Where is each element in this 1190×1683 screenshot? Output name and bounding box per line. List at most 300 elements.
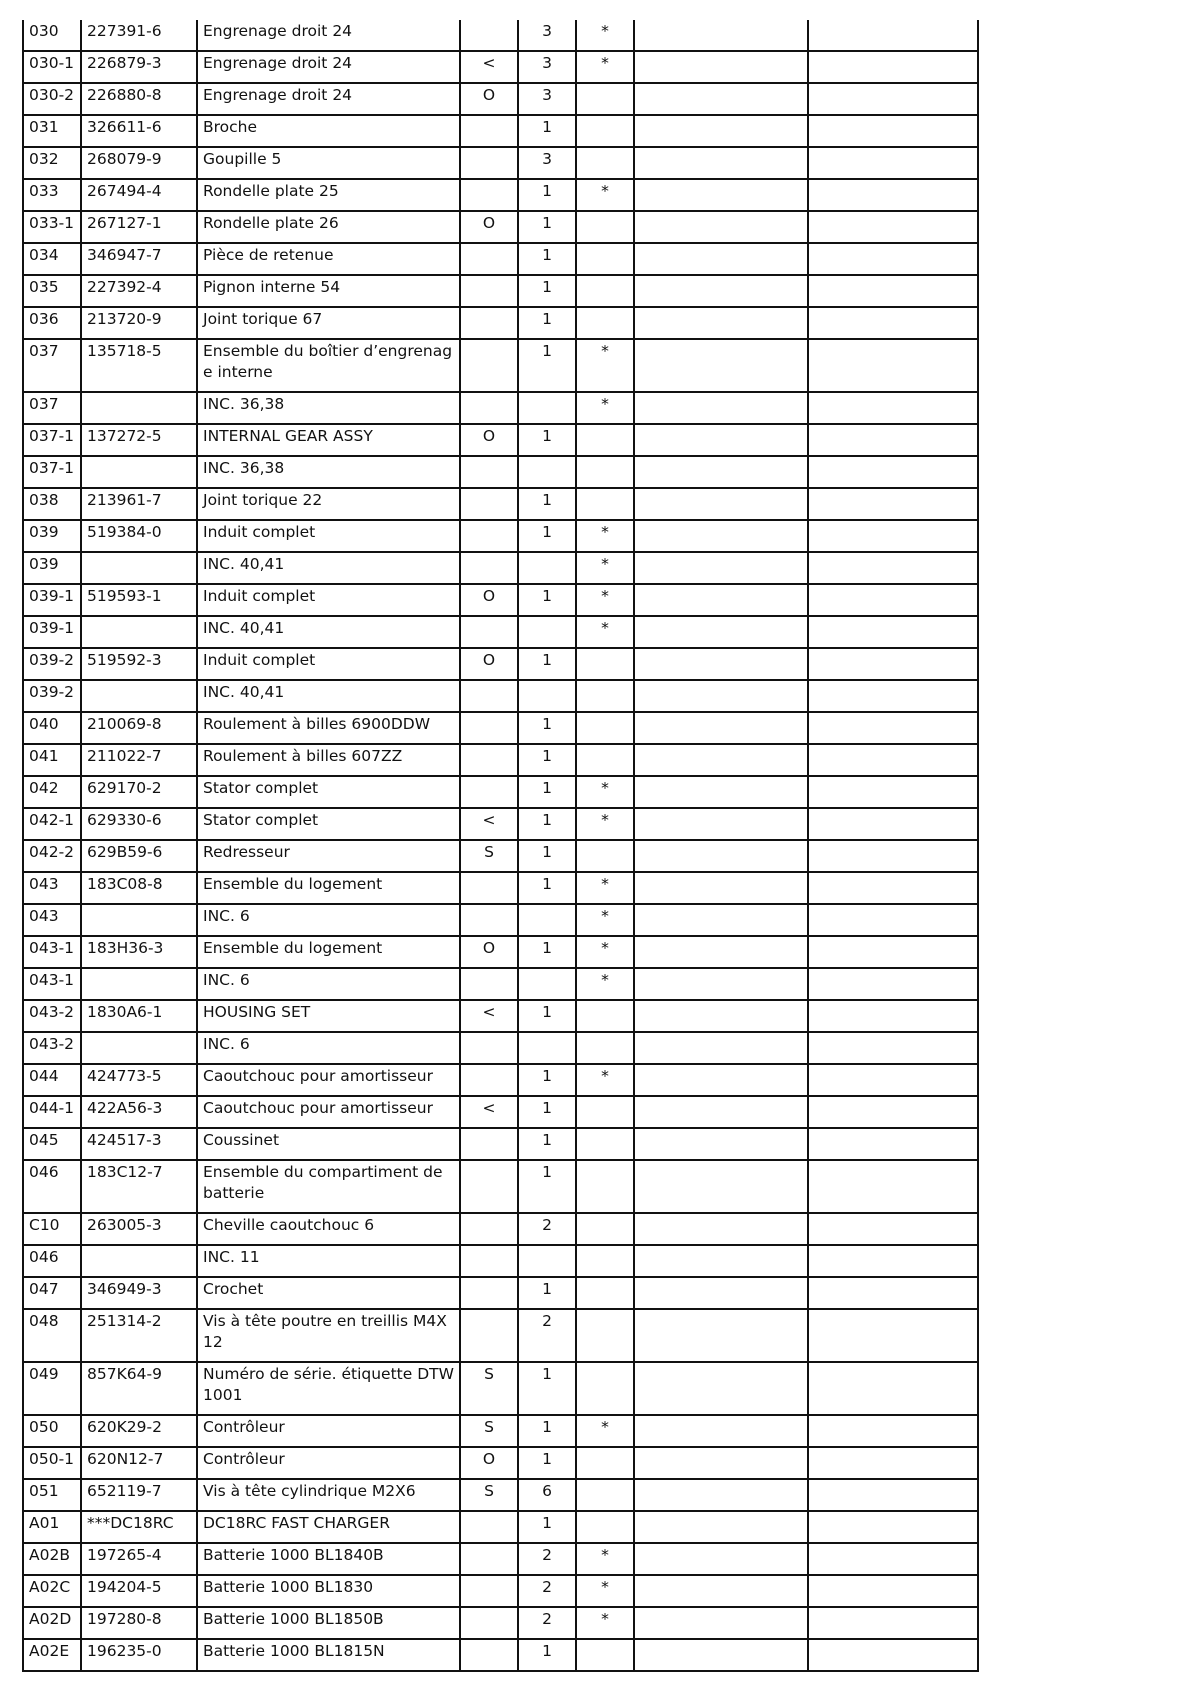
table-row	[23, 776, 978, 808]
flag-cell: *	[576, 179, 634, 211]
empty-cell	[634, 616, 808, 648]
description-cell: Vis à tête cylindrique M2X6	[197, 1479, 460, 1511]
empty-cell	[808, 584, 978, 616]
quantity-cell: 1	[518, 488, 576, 520]
parts-list-page	[22, 20, 977, 1672]
ref-number-cell: 037	[23, 339, 81, 392]
description-cell: Induit complet	[197, 520, 460, 552]
quantity-cell: 1	[518, 744, 576, 776]
quantity-cell: 6	[518, 1479, 576, 1511]
part-number-cell: 197265-4	[81, 1543, 197, 1575]
description-cell: Ensemble du boîtier d’engrenage interne	[197, 339, 460, 392]
part-number-cell: 629330-6	[81, 808, 197, 840]
quantity-cell: 1	[518, 307, 576, 339]
empty-cell	[808, 1362, 978, 1415]
description-cell: Goupille 5	[197, 147, 460, 179]
note-mark-cell	[460, 1213, 518, 1245]
table-row	[23, 211, 978, 243]
description-cell: Contrôleur	[197, 1447, 460, 1479]
ref-number-cell: 037-1	[23, 456, 81, 488]
empty-cell	[808, 243, 978, 275]
flag-cell	[576, 1362, 634, 1415]
empty-cell	[808, 1213, 978, 1245]
part-number-cell: 135718-5	[81, 339, 197, 392]
table-row	[23, 648, 978, 680]
empty-cell	[634, 872, 808, 904]
parts-table-body	[23, 20, 978, 1671]
description-cell: Engrenage droit 24	[197, 20, 460, 51]
ref-number-cell: 043	[23, 872, 81, 904]
part-number-cell: 226880-8	[81, 83, 197, 115]
empty-cell	[634, 20, 808, 51]
ref-number-cell: 039-2	[23, 680, 81, 712]
quantity-cell: 3	[518, 83, 576, 115]
empty-cell	[808, 1543, 978, 1575]
empty-cell	[808, 1607, 978, 1639]
ref-number-cell: 041	[23, 744, 81, 776]
description-cell: Batterie 1000 BL1850B	[197, 1607, 460, 1639]
quantity-cell: 3	[518, 51, 576, 83]
quantity-cell: 1	[518, 648, 576, 680]
table-row	[23, 456, 978, 488]
flag-cell	[576, 840, 634, 872]
description-cell: Numéro de série. étiquette DTW1001	[197, 1362, 460, 1415]
note-mark-cell: O	[460, 424, 518, 456]
ref-number-cell: 036	[23, 307, 81, 339]
description-cell: INC. 36,38	[197, 392, 460, 424]
flag-cell: *	[576, 872, 634, 904]
table-row	[23, 968, 978, 1000]
empty-cell	[808, 776, 978, 808]
ref-number-cell: 033-1	[23, 211, 81, 243]
quantity-cell: 1	[518, 1160, 576, 1213]
ref-number-cell: 046	[23, 1245, 81, 1277]
description-cell: Ensemble du logement	[197, 872, 460, 904]
table-row	[23, 1000, 978, 1032]
flag-cell: *	[576, 776, 634, 808]
note-mark-cell	[460, 1245, 518, 1277]
quantity-cell	[518, 456, 576, 488]
flag-cell	[576, 456, 634, 488]
empty-cell	[808, 1479, 978, 1511]
note-mark-cell	[460, 1064, 518, 1096]
table-row	[23, 520, 978, 552]
quantity-cell: 1	[518, 1639, 576, 1671]
note-mark-cell	[460, 1639, 518, 1671]
description-cell: Rondelle plate 25	[197, 179, 460, 211]
flag-cell	[576, 1160, 634, 1213]
part-number-cell	[81, 456, 197, 488]
table-row	[23, 179, 978, 211]
flag-cell	[576, 488, 634, 520]
description-cell: INC. 40,41	[197, 680, 460, 712]
ref-number-cell: 039-1	[23, 616, 81, 648]
quantity-cell: 1	[518, 1415, 576, 1447]
description-cell: Joint torique 22	[197, 488, 460, 520]
empty-cell	[808, 307, 978, 339]
description-cell: Redresseur	[197, 840, 460, 872]
table-row	[23, 840, 978, 872]
note-mark-cell: S	[460, 1415, 518, 1447]
empty-cell	[634, 1000, 808, 1032]
part-number-cell: 519593-1	[81, 584, 197, 616]
ref-number-cell: 030-1	[23, 51, 81, 83]
description-cell: Ensemble du logement	[197, 936, 460, 968]
table-row	[23, 1160, 978, 1213]
description-cell: INC. 6	[197, 904, 460, 936]
empty-cell	[634, 392, 808, 424]
empty-cell	[808, 20, 978, 51]
flag-cell	[576, 1213, 634, 1245]
ref-number-cell: 039	[23, 552, 81, 584]
quantity-cell: 1	[518, 424, 576, 456]
description-cell: Batterie 1000 BL1830	[197, 1575, 460, 1607]
empty-cell	[808, 744, 978, 776]
flag-cell	[576, 712, 634, 744]
empty-cell	[634, 936, 808, 968]
note-mark-cell	[460, 1575, 518, 1607]
table-row	[23, 1213, 978, 1245]
flag-cell: *	[576, 1607, 634, 1639]
flag-cell: *	[576, 904, 634, 936]
description-cell: Crochet	[197, 1277, 460, 1309]
ref-number-cell: 043-2	[23, 1000, 81, 1032]
empty-cell	[808, 1415, 978, 1447]
quantity-cell: 1	[518, 936, 576, 968]
flag-cell	[576, 211, 634, 243]
ref-number-cell: A02B	[23, 1543, 81, 1575]
note-mark-cell	[460, 275, 518, 307]
note-mark-cell	[460, 243, 518, 275]
part-number-cell: 620K29-2	[81, 1415, 197, 1447]
table-row	[23, 680, 978, 712]
part-number-cell: 346949-3	[81, 1277, 197, 1309]
ref-number-cell: A02E	[23, 1639, 81, 1671]
note-mark-cell	[460, 904, 518, 936]
table-row	[23, 1511, 978, 1543]
empty-cell	[634, 1543, 808, 1575]
description-cell: Coussinet	[197, 1128, 460, 1160]
part-number-cell	[81, 1032, 197, 1064]
empty-cell	[808, 424, 978, 456]
description-cell: Stator complet	[197, 776, 460, 808]
empty-cell	[634, 1064, 808, 1096]
empty-cell	[634, 1479, 808, 1511]
part-number-cell: 227391-6	[81, 20, 197, 51]
flag-cell: *	[576, 20, 634, 51]
ref-number-cell: 033	[23, 179, 81, 211]
empty-cell	[634, 648, 808, 680]
part-number-cell: 197280-8	[81, 1607, 197, 1639]
flag-cell	[576, 648, 634, 680]
empty-cell	[808, 840, 978, 872]
ref-number-cell: 043-1	[23, 968, 81, 1000]
table-row	[23, 872, 978, 904]
empty-cell	[634, 51, 808, 83]
flag-cell	[576, 147, 634, 179]
note-mark-cell	[460, 744, 518, 776]
flag-cell	[576, 1245, 634, 1277]
description-cell: Vis à tête poutre en treillis M4X12	[197, 1309, 460, 1362]
description-cell: Pièce de retenue	[197, 243, 460, 275]
part-number-cell: 213720-9	[81, 307, 197, 339]
table-row	[23, 1064, 978, 1096]
flag-cell: *	[576, 520, 634, 552]
part-number-cell: 194204-5	[81, 1575, 197, 1607]
description-cell: INC. 6	[197, 968, 460, 1000]
flag-cell	[576, 1277, 634, 1309]
quantity-cell: 1	[518, 1511, 576, 1543]
ref-number-cell: 030-2	[23, 83, 81, 115]
flag-cell	[576, 83, 634, 115]
empty-cell	[634, 1277, 808, 1309]
empty-cell	[808, 1447, 978, 1479]
empty-cell	[808, 488, 978, 520]
empty-cell	[634, 1160, 808, 1213]
quantity-cell: 1	[518, 520, 576, 552]
empty-cell	[634, 808, 808, 840]
note-mark-cell: O	[460, 211, 518, 243]
empty-cell	[808, 808, 978, 840]
empty-cell	[634, 424, 808, 456]
description-cell: Batterie 1000 BL1840B	[197, 1543, 460, 1575]
note-mark-cell	[460, 456, 518, 488]
description-cell: Engrenage droit 24	[197, 51, 460, 83]
flag-cell	[576, 307, 634, 339]
empty-cell	[634, 83, 808, 115]
note-mark-cell: O	[460, 83, 518, 115]
note-mark-cell	[460, 1032, 518, 1064]
part-number-cell: 629170-2	[81, 776, 197, 808]
description-cell: INC. 40,41	[197, 616, 460, 648]
table-row	[23, 1447, 978, 1479]
table-row	[23, 488, 978, 520]
part-number-cell: 183H36-3	[81, 936, 197, 968]
empty-cell	[808, 1309, 978, 1362]
ref-number-cell: 045	[23, 1128, 81, 1160]
note-mark-cell	[460, 872, 518, 904]
empty-cell	[808, 648, 978, 680]
description-cell: Broche	[197, 115, 460, 147]
part-number-cell	[81, 616, 197, 648]
table-row	[23, 1543, 978, 1575]
note-mark-cell: S	[460, 1479, 518, 1511]
flag-cell	[576, 1000, 634, 1032]
note-mark-cell	[460, 115, 518, 147]
part-number-cell: 424773-5	[81, 1064, 197, 1096]
flag-cell	[576, 424, 634, 456]
quantity-cell: 2	[518, 1213, 576, 1245]
quantity-cell: 1	[518, 1128, 576, 1160]
empty-cell	[808, 872, 978, 904]
note-mark-cell	[460, 520, 518, 552]
quantity-cell: 1	[518, 179, 576, 211]
ref-number-cell: A02C	[23, 1575, 81, 1607]
description-cell: INTERNAL GEAR ASSY	[197, 424, 460, 456]
quantity-cell: 2	[518, 1543, 576, 1575]
ref-number-cell: 049	[23, 1362, 81, 1415]
description-cell: Engrenage droit 24	[197, 83, 460, 115]
quantity-cell: 2	[518, 1575, 576, 1607]
part-number-cell: 326611-6	[81, 115, 197, 147]
empty-cell	[808, 179, 978, 211]
flag-cell: *	[576, 1575, 634, 1607]
table-row	[23, 83, 978, 115]
empty-cell	[634, 1511, 808, 1543]
note-mark-cell	[460, 1128, 518, 1160]
quantity-cell: 1	[518, 1447, 576, 1479]
empty-cell	[808, 968, 978, 1000]
empty-cell	[634, 211, 808, 243]
empty-cell	[634, 147, 808, 179]
empty-cell	[634, 1607, 808, 1639]
flag-cell: *	[576, 1415, 634, 1447]
empty-cell	[808, 1277, 978, 1309]
table-row	[23, 1277, 978, 1309]
note-mark-cell	[460, 488, 518, 520]
empty-cell	[634, 456, 808, 488]
note-mark-cell	[460, 616, 518, 648]
empty-cell	[808, 520, 978, 552]
quantity-cell	[518, 392, 576, 424]
empty-cell	[634, 776, 808, 808]
part-number-cell: 1830A6-1	[81, 1000, 197, 1032]
ref-number-cell: 032	[23, 147, 81, 179]
note-mark-cell	[460, 339, 518, 392]
table-row	[23, 552, 978, 584]
empty-cell	[808, 552, 978, 584]
note-mark-cell	[460, 307, 518, 339]
empty-cell	[808, 1064, 978, 1096]
flag-cell	[576, 680, 634, 712]
part-number-cell: 346947-7	[81, 243, 197, 275]
flag-cell: *	[576, 584, 634, 616]
flag-cell: *	[576, 808, 634, 840]
quantity-cell: 1	[518, 584, 576, 616]
empty-cell	[634, 1245, 808, 1277]
note-mark-cell: <	[460, 51, 518, 83]
quantity-cell: 1	[518, 211, 576, 243]
part-number-cell: 268079-9	[81, 147, 197, 179]
note-mark-cell: <	[460, 1096, 518, 1128]
quantity-cell: 1	[518, 712, 576, 744]
empty-cell	[634, 1213, 808, 1245]
quantity-cell	[518, 552, 576, 584]
ref-number-cell: 047	[23, 1277, 81, 1309]
table-row	[23, 1128, 978, 1160]
description-cell: DC18RC FAST CHARGER	[197, 1511, 460, 1543]
part-number-cell	[81, 680, 197, 712]
part-number-cell: 263005-3	[81, 1213, 197, 1245]
empty-cell	[808, 211, 978, 243]
empty-cell	[808, 456, 978, 488]
flag-cell: *	[576, 1543, 634, 1575]
table-row	[23, 808, 978, 840]
empty-cell	[634, 520, 808, 552]
flag-cell: *	[576, 392, 634, 424]
quantity-cell: 1	[518, 275, 576, 307]
ref-number-cell: 044-1	[23, 1096, 81, 1128]
empty-cell	[634, 115, 808, 147]
empty-cell	[634, 275, 808, 307]
flag-cell	[576, 1479, 634, 1511]
flag-cell	[576, 1309, 634, 1362]
description-cell: Caoutchouc pour amortisseur	[197, 1064, 460, 1096]
part-number-cell: 210069-8	[81, 712, 197, 744]
empty-cell	[634, 179, 808, 211]
empty-cell	[634, 1309, 808, 1362]
empty-cell	[808, 1245, 978, 1277]
note-mark-cell: S	[460, 1362, 518, 1415]
part-number-cell: 211022-7	[81, 744, 197, 776]
empty-cell	[634, 584, 808, 616]
empty-cell	[634, 840, 808, 872]
table-row	[23, 936, 978, 968]
table-row	[23, 307, 978, 339]
description-cell: Induit complet	[197, 584, 460, 616]
flag-cell	[576, 275, 634, 307]
quantity-cell	[518, 968, 576, 1000]
ref-number-cell: 030	[23, 20, 81, 51]
ref-number-cell: 031	[23, 115, 81, 147]
part-number-cell: 629B59-6	[81, 840, 197, 872]
description-cell: Joint torique 67	[197, 307, 460, 339]
quantity-cell: 1	[518, 1064, 576, 1096]
table-row	[23, 1607, 978, 1639]
empty-cell	[808, 1000, 978, 1032]
flag-cell	[576, 115, 634, 147]
description-cell: Ensemble du compartiment de batterie	[197, 1160, 460, 1213]
note-mark-cell	[460, 1511, 518, 1543]
empty-cell	[634, 1415, 808, 1447]
table-row	[23, 1575, 978, 1607]
part-number-cell: 213961-7	[81, 488, 197, 520]
table-row	[23, 1639, 978, 1671]
quantity-cell: 1	[518, 1277, 576, 1309]
part-number-cell: 422A56-3	[81, 1096, 197, 1128]
part-number-cell: 620N12-7	[81, 1447, 197, 1479]
flag-cell: *	[576, 936, 634, 968]
quantity-cell	[518, 680, 576, 712]
quantity-cell	[518, 904, 576, 936]
table-row	[23, 115, 978, 147]
ref-number-cell: 046	[23, 1160, 81, 1213]
note-mark-cell: <	[460, 808, 518, 840]
ref-number-cell: 050-1	[23, 1447, 81, 1479]
empty-cell	[808, 115, 978, 147]
ref-number-cell: 035	[23, 275, 81, 307]
description-cell: Stator complet	[197, 808, 460, 840]
ref-number-cell: 042-1	[23, 808, 81, 840]
description-cell: INC. 40,41	[197, 552, 460, 584]
ref-number-cell: 037	[23, 392, 81, 424]
description-cell: INC. 6	[197, 1032, 460, 1064]
empty-cell	[634, 243, 808, 275]
empty-cell	[808, 275, 978, 307]
empty-cell	[808, 936, 978, 968]
flag-cell: *	[576, 968, 634, 1000]
empty-cell	[634, 680, 808, 712]
flag-cell	[576, 1639, 634, 1671]
table-row	[23, 1362, 978, 1415]
table-row	[23, 243, 978, 275]
description-cell: INC. 11	[197, 1245, 460, 1277]
note-mark-cell	[460, 1543, 518, 1575]
quantity-cell: 1	[518, 1362, 576, 1415]
part-number-cell: 857K64-9	[81, 1362, 197, 1415]
empty-cell	[808, 1160, 978, 1213]
quantity-cell: 1	[518, 115, 576, 147]
